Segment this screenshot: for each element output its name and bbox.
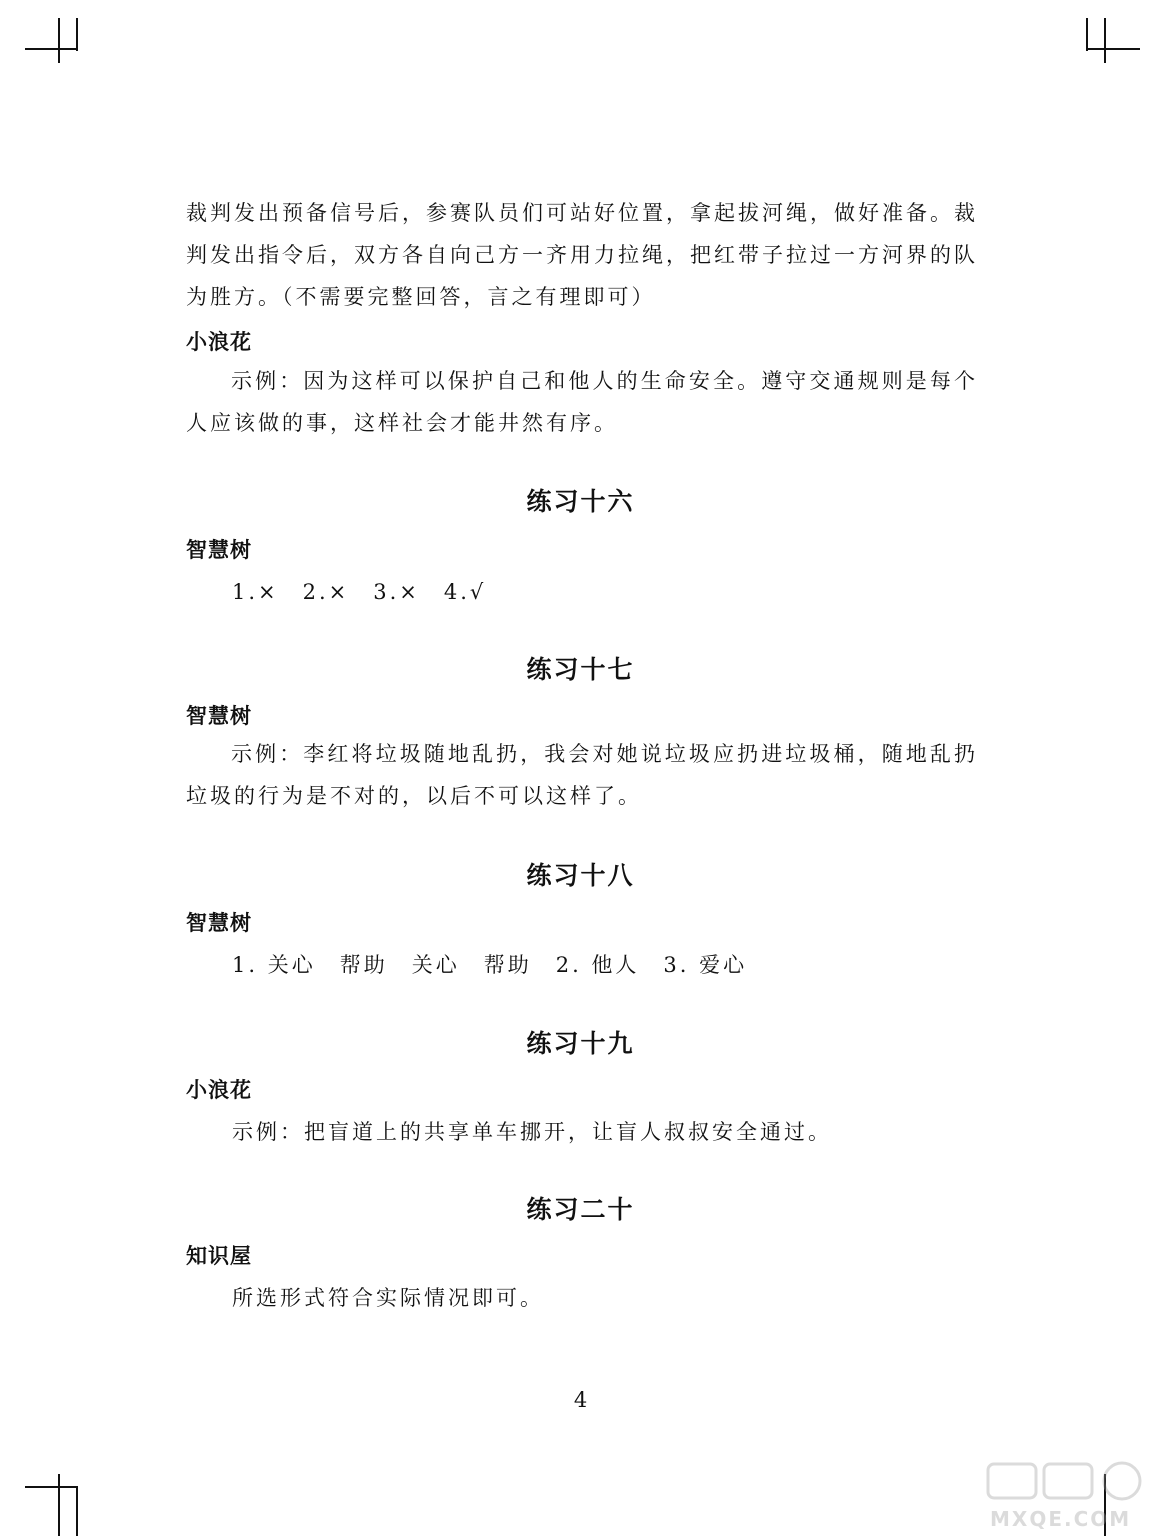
exercise-17-title: 练习十七 [526, 655, 635, 684]
crop-mark-top-right-v2 [1104, 18, 1106, 63]
intro-paragraph: 裁判发出预备信号后，参赛队员们可站好位置，拿起拔河绳，做好准备。裁判发出指令后，双方各自向己方一齐用力拉绳，把红带子拉过一方河界的队为胜方。（不需要完整回答，言之有理即可） [186, 201, 978, 309]
crop-mark-top-right-v1 [1086, 18, 1088, 51]
watermark-logo [984, 1460, 1154, 1532]
crop-mark-bottom-left-h [25, 1486, 77, 1488]
exercise-17-label: 智慧树 [186, 704, 252, 728]
crop-mark-bottom-left-v1 [58, 1474, 60, 1536]
exercise-19-example: 示例：把盲道上的共享单车挪开，让盲人叔叔安全通过。 [232, 1120, 832, 1144]
crop-mark-top-left-h [25, 48, 77, 50]
exercise-18-label: 智慧树 [186, 911, 252, 935]
exercise-18-answers: 1. 关心 帮助 关心 帮助 2. 他人 3. 爱心 [232, 953, 748, 977]
section-label-xiaolanghua: 小浪花 [186, 330, 252, 354]
exercise-20-text: 所选形式符合实际情况即可。 [232, 1286, 544, 1310]
crop-mark-top-left-v2 [76, 18, 78, 51]
exercise-20-label: 知识屋 [186, 1244, 252, 1268]
exercise-19-label: 小浪花 [186, 1078, 252, 1102]
page-number: 4 [573, 1388, 588, 1412]
exercise-16-answers: 1.× 2.× 3.× 4.√ [232, 580, 487, 604]
exercise-20-title: 练习二十 [526, 1195, 635, 1224]
xiaolanghua-example: 示例：因为这样可以保护自己和他人的生命安全。遵守交通规则是每个人应该做的事，这样社会才能井然有序。 [186, 369, 978, 435]
exercise-19-title: 练习十九 [526, 1029, 635, 1058]
crop-mark-bottom-right-v [1104, 1474, 1106, 1536]
crop-mark-top-right-h [1086, 48, 1140, 50]
exercise-17-example: 示例：李红将垃圾随地乱扔，我会对她说垃圾应扔进垃圾桶，随地乱扔垃圾的行为是不对的，以后不可以这样了。 [186, 742, 978, 808]
exercise-16-title: 练习十六 [526, 487, 635, 516]
exercise-16-label: 智慧树 [186, 538, 252, 562]
watermark-text: MXQE.COM [990, 1507, 1132, 1531]
crop-mark-top-left-v1 [58, 18, 60, 63]
crop-mark-bottom-left-v2 [76, 1486, 78, 1536]
exercise-18-title: 练习十八 [526, 861, 635, 890]
